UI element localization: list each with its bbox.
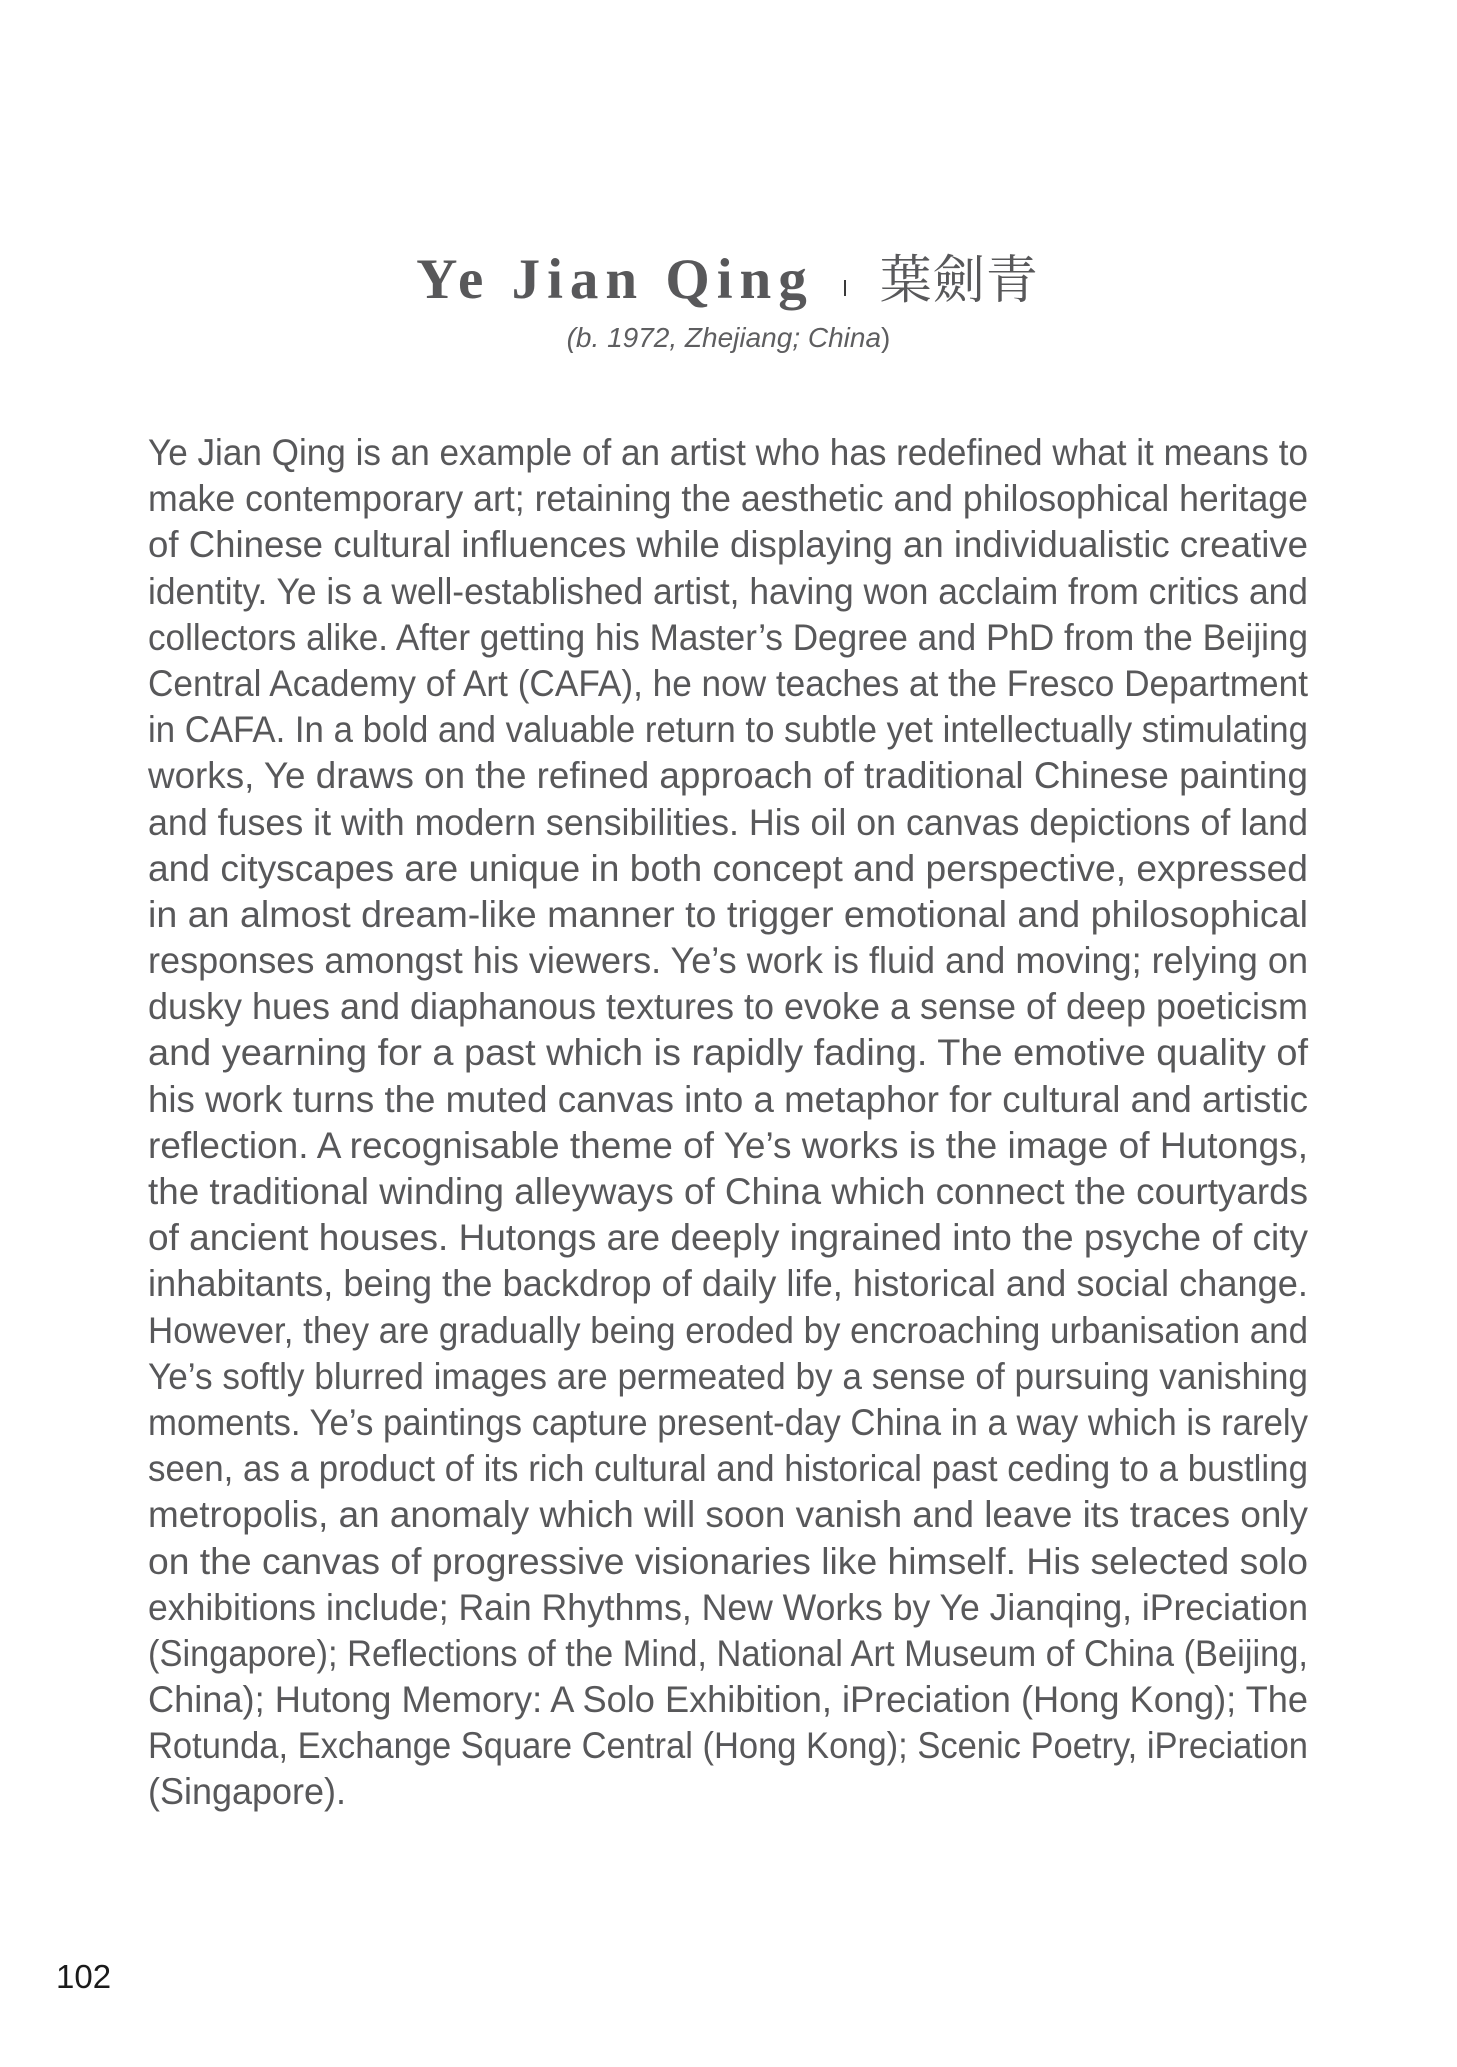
paragraph-line: [148, 707, 1308, 753]
artist-title-inner: [416, 238, 1039, 313]
paragraph-line-text: However, they are gradually being eroded by encroaching urbanisation and: [148, 1309, 1308, 1351]
paragraph-line: [148, 1261, 1308, 1307]
paragraph-line: [148, 938, 1308, 984]
paragraph-line: [148, 1030, 1308, 1076]
paragraph-line: [148, 753, 1308, 799]
paragraph-line: [148, 522, 1308, 568]
paragraph-line: [148, 1400, 1308, 1446]
artist-name-chinese: 葉劍青: [879, 251, 1039, 311]
paragraph-line-text: and yearning for a past which is rapidly fading. The emotive quality of: [148, 1032, 1308, 1074]
paragraph-line: [148, 1492, 1308, 1538]
paragraph-line: [148, 1215, 1308, 1261]
paragraph-line: [148, 1585, 1308, 1631]
paragraph-line: [148, 1077, 1308, 1123]
paragraph-line-text: inhabitants, being the backdrop of daily life, historical and social change.: [148, 1263, 1308, 1305]
paragraph-line: [148, 430, 1308, 476]
artist-birth-info: [0, 322, 1457, 354]
paragraph-line: [148, 1446, 1308, 1492]
paragraph-line: [148, 661, 1308, 707]
paragraph-line-text: China); Hutong Memory: A Solo Exhibition, iPreciation (Hong Kong); The: [148, 1679, 1308, 1721]
birth-info-text: (b. 1972, Zhejiang; China: [566, 322, 882, 353]
paragraph-line: [148, 1539, 1308, 1585]
paragraph-line: [148, 984, 1308, 1030]
paragraph-line-text: his work turns the muted canvas into a metaphor for cultural and artistic: [148, 1078, 1308, 1120]
paragraph-line-text: in CAFA. In a bold and valuable return to subtle yet intellectually stimulating: [148, 709, 1308, 751]
paragraph-line-text: reflection. A recognisable theme of Ye’s works is the image of Hutongs,: [148, 1124, 1309, 1166]
artist-name-english: Ye Jian Qing: [416, 248, 814, 311]
paragraph-line: [148, 1723, 1308, 1769]
paragraph-line-text: metropolis, an anomaly which will soon vanish and leave its traces only: [148, 1494, 1308, 1536]
paragraph-line-text: make contemporary art; retaining the aesthetic and philosophical heritage: [148, 478, 1308, 520]
paragraph-line: [148, 800, 1308, 846]
paragraph-line: [148, 1308, 1308, 1354]
paragraph-line-text: moments. Ye’s paintings capture present-day China in a way which is rarely: [148, 1401, 1308, 1443]
paragraph-line: [148, 892, 1308, 938]
paragraph-line-last: [148, 1769, 1308, 1815]
paragraph-line-text: Ye Jian Qing is an example of an artist who has redefined what it means to: [148, 432, 1308, 473]
paragraph-line: [148, 1123, 1308, 1169]
paragraph-line-text: and cityscapes are unique in both concept and perspective, expressed: [148, 847, 1308, 889]
paragraph-line-text: in an almost dream-like manner to trigger emotional and philosophical: [148, 893, 1308, 935]
paragraph-line: [148, 569, 1308, 615]
paragraph-line-text: of Chinese cultural influences while displaying an individualistic creative: [148, 524, 1308, 566]
paragraph-line-text: and fuses it with modern sensibilities. His oil on canvas depictions of land: [148, 801, 1308, 843]
paragraph-line-text: (Singapore); Reflections of the Mind, National Art Museum of China (Beijing,: [148, 1632, 1308, 1674]
paragraph-line: [148, 846, 1308, 892]
paragraph-line: [148, 615, 1308, 661]
page-number: 102: [56, 1958, 112, 1995]
paragraph-line-text: Rotunda, Exchange Square Central (Hong Kong); Scenic Poetry, iPreciation: [148, 1725, 1308, 1767]
artist-title: [0, 238, 1457, 318]
paragraph-line: [148, 1631, 1308, 1677]
paragraph-line-text: Ye’s softly blurred images are permeated by a sense of pursuing vanishing: [148, 1355, 1308, 1397]
title-separator: [844, 280, 846, 296]
paragraph-line-text: dusky hues and diaphanous textures to evoke a sense of deep poeticism: [148, 986, 1308, 1028]
paragraph-line-text: Central Academy of Art (CAFA), he now teaches at the Fresco Department: [148, 662, 1308, 704]
paragraph-line: [148, 1169, 1308, 1215]
paragraph-line-text: collectors alike. After getting his Master’s Degree and PhD from the Beijing: [148, 616, 1308, 658]
paragraph-line: [148, 1677, 1308, 1723]
biography-paragraph: [148, 430, 1308, 1816]
paragraph-line-text: responses amongst his viewers. Ye’s work is fluid and moving; relying on: [148, 940, 1308, 982]
paragraph-line-text: identity. Ye is a well-established artist, having won acclaim from critics and: [148, 570, 1308, 612]
paragraph-line-text: seen, as a product of its rich cultural and historical past ceding to a bustling: [148, 1448, 1308, 1490]
birth-info-closing-paren: ): [881, 322, 891, 353]
paragraph-line-text: the traditional winding alleyways of China which connect the courtyards: [148, 1171, 1308, 1212]
paragraph-line-text: (Singapore).: [148, 1771, 347, 1813]
paragraph-line: [148, 476, 1308, 522]
paragraph-line-text: on the canvas of progressive visionaries like himself. His selected solo: [148, 1540, 1308, 1582]
paragraph-line-text: exhibitions include; Rain Rhythms, New Works by Ye Jianqing, iPreciation: [148, 1586, 1308, 1628]
paragraph-line-text: works, Ye draws on the refined approach of traditional Chinese painting: [148, 755, 1308, 797]
paragraph-line-text: of ancient houses. Hutongs are deeply ingrained into the psyche of city: [148, 1217, 1308, 1259]
paragraph-line: [148, 1354, 1308, 1400]
